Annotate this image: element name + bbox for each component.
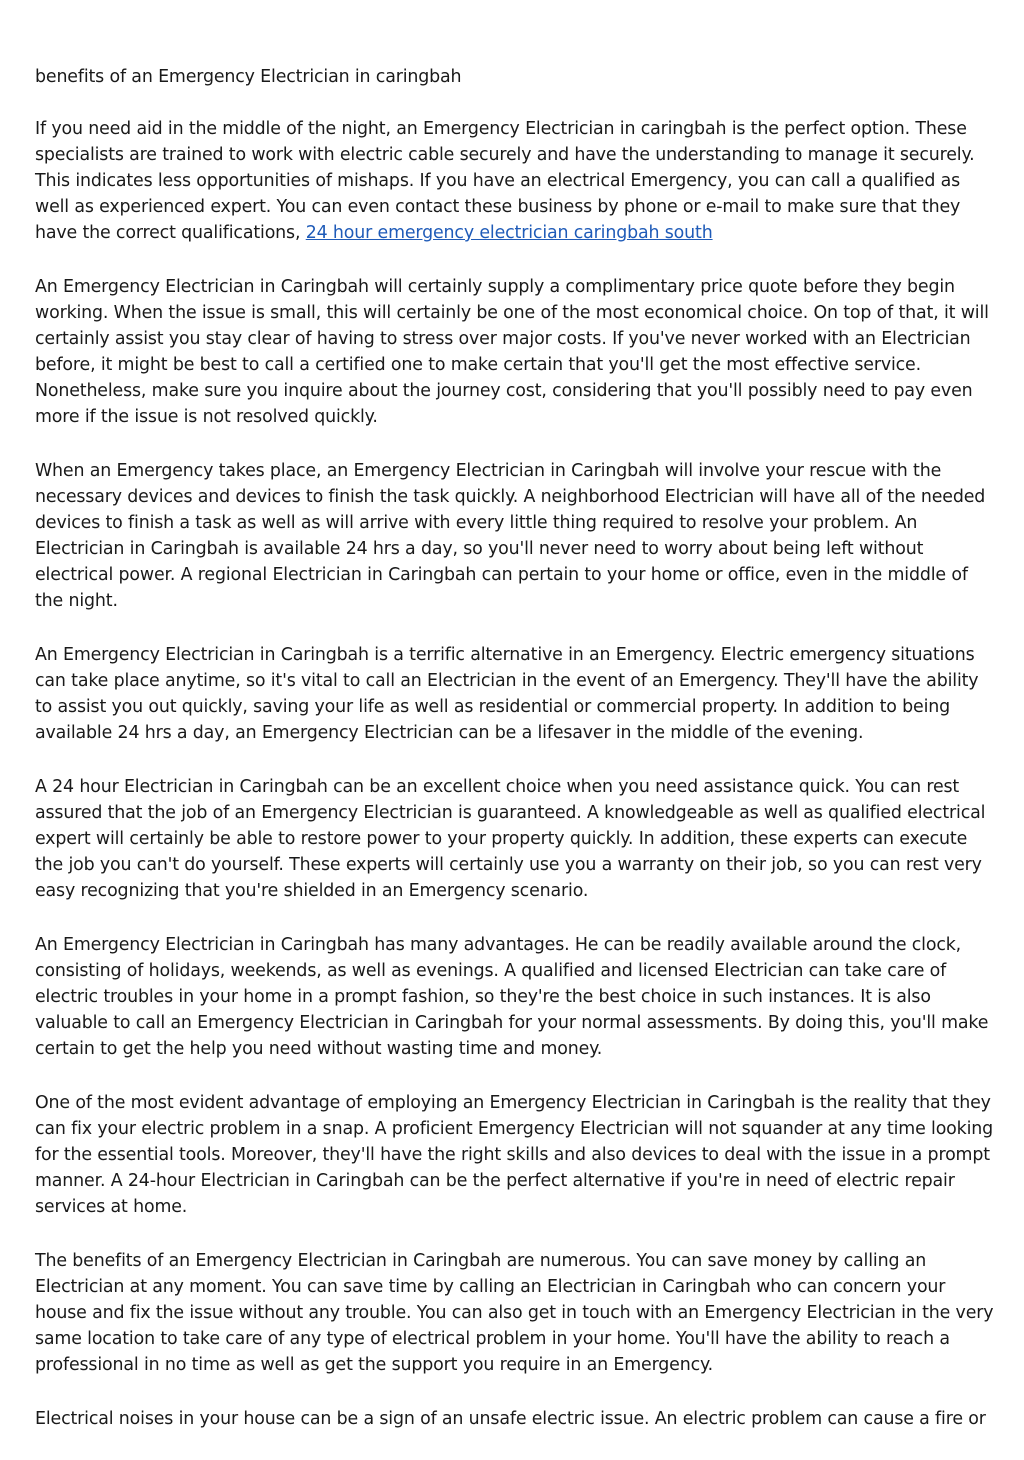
paragraph-text: If you need aid in the middle of the night, an Emergency Electrician in caringbah is the perfect option. These specialists are trained to work with electric cable securely and have the understanding to manage it securely. This indicates less opportunities of mishaps. If you have an electrical Emergency, you can call a qualified as well as experienced expert. You can even contact these business by phone or e-mail to make sure that they have the correct qualifications, [35, 119, 975, 243]
paragraph-8: The benefits of an Emergency Electrician in Caringbah are numerous. You can save money by calling an Electrician at any moment. You can save time by calling an Electrician in Caringbah who can concern your house and fix the issue without any trouble. You can also get in touch with an Emergency Electrician in the very same location to take care of any type of electrical problem in your home. You'll have the ability to reach a professional in no time as well as get the support you require in an Emergency. [35, 1251, 994, 1375]
paragraph-9: Electrical noises in your house can be a sign of an unsafe electric issue. An electric problem can cause a fire or [35, 1409, 986, 1429]
document-title: benefits of an Emergency Electrician in caringbah [35, 67, 462, 87]
paragraph-5: A 24 hour Electrician in Caringbah can be an excellent choice when you need assistance quick. You can rest assured that the job of an Emergency Electrician is guaranteed. A knowledgeable as well as qualified electrical expert will certainly be able to restore power to your property quickly. In addition, these experts can execute the job you can't do yourself. These experts will certainly use you a warranty on their job, so you can rest very easy recognizing that you're shielded in an Emergency scenario. [35, 777, 986, 901]
paragraph-4: An Emergency Electrician in Caringbah is a terrific alternative in an Emergency. Electric emergency situations can take place anytime, so it's vital to call an Electrician in the event of an Emergency. They'll have the ability to assist you out quickly, saving your life as well as residential or commercial property. In addition to being available 24 hrs a day, an Emergency Electrician can be a lifesaver in the middle of the evening. [35, 645, 979, 743]
paragraph-3: When an Emergency takes place, an Emergency Electrician in Caringbah will involve your rescue with the necessary devices and devices to finish the task quickly. A neighborhood Electrician will have all of the needed devices to finish a task as well as will arrive with every little thing required to resolve your problem. An Electrician in Caringbah is available 24 hrs a day, so you'll never need to worry about being left without electrical power. A regional Electrician in Caringbah can pertain to your home or office, even in the middle of the night. [35, 461, 986, 611]
paragraph-7: One of the most evident advantage of employing an Emergency Electrician in Caringbah is the reality that they can fix your electric problem in a snap. A proficient Emergency Electrician will not squander at any time looking for the essential tools. Moreover, they'll have the right skills and also devices to deal with the issue in a prompt manner. A 24-hour Electrician in Caringbah can be the perfect alternative if you're in need of electric repair services at home. [35, 1093, 994, 1217]
paragraph-1 [35, 116, 995, 246]
document-page [35, 64, 995, 1460]
paragraph-2: An Emergency Electrician in Caringbah will certainly supply a complimentary price quote before they begin working. When the issue is small, this will certainly be one of the most economical choice. On top of that, it will certainly assist you stay clear of having to stress over major costs. If you've never worked with an Electrician before, it might be best to call a certified one to make certain that you'll get the most effective service. Nonetheless, make sure you inquire about the journey cost, considering that you'll possibly need to pay even more if the issue is not resolved quickly. [35, 277, 989, 427]
paragraph-6: An Emergency Electrician in Caringbah has many advantages. He can be readily available around the clock, consisting of holidays, weekends, as well as evenings. A qualified and licensed Electrician can take care of electric troubles in your home in a prompt fashion, so they're the best choice in such instances. It is also valuable to call an Emergency Electrician in Caringbah for your normal assessments. By doing this, you'll make certain to get the help you need without wasting time and money. [35, 935, 989, 1059]
service-link[interactable]: 24 hour emergency electrician caringbah south [305, 223, 713, 243]
